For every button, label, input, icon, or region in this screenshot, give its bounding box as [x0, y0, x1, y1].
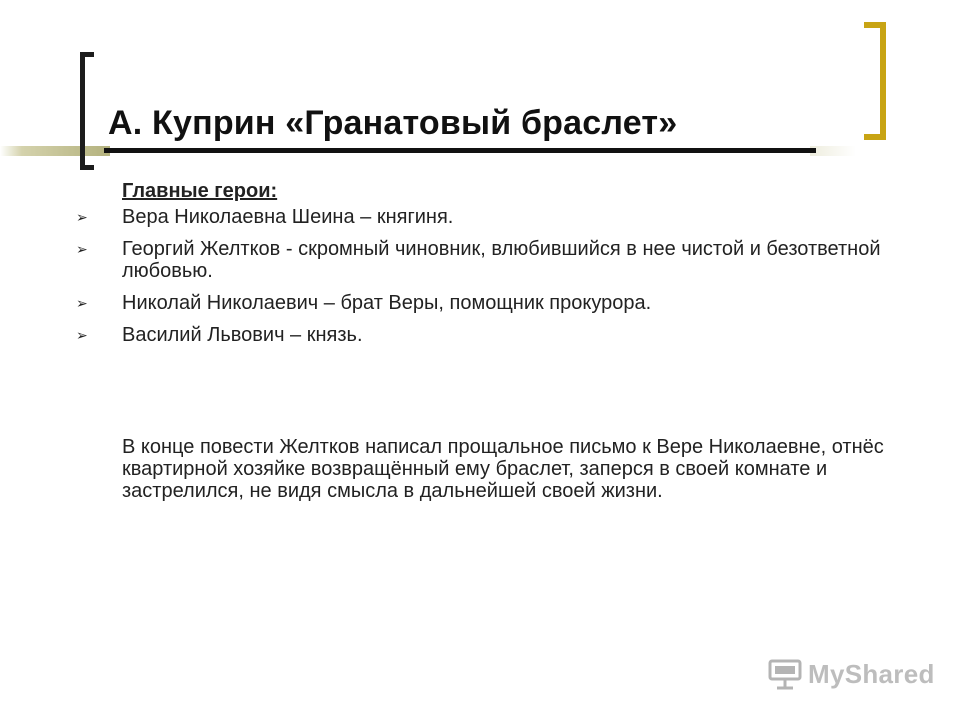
presentation-board-icon	[768, 658, 802, 690]
watermark-text: MyShared	[808, 658, 935, 689]
arrowhead-bullet-icon: ➢	[76, 295, 88, 311]
title-underline	[104, 148, 816, 153]
list-item	[76, 206, 916, 228]
list-item	[76, 292, 916, 314]
list-item	[76, 324, 916, 346]
list-item	[76, 238, 916, 282]
left-bracket-decoration	[80, 52, 94, 170]
arrowhead-bullet-icon: ➢	[76, 209, 88, 225]
arrowhead-bullet-icon: ➢	[76, 241, 88, 257]
summary-paragraph: В конце повести Желтков написал прощальное письмо к Вере Николаевне, отнёс квартирной хозяйке возвращённый ему браслет, заперся в своей комнате и застрелился, не видя смысла в дальнейшей своей жизни.	[122, 436, 884, 502]
characters-list	[76, 206, 916, 356]
slide-title: А. Куприн «Гранатовый браслет»	[108, 104, 678, 142]
arrowhead-bullet-icon: ➢	[76, 327, 88, 343]
right-bracket-decoration	[864, 22, 886, 140]
watermark-logo	[768, 656, 935, 692]
list-item-text: Вера Николаевна Шеина – княгиня.	[122, 206, 454, 228]
characters-heading: Главные герои:	[122, 180, 278, 202]
decorative-line-right	[810, 146, 856, 156]
list-item-text: Георгий Желтков - скромный чиновник, влюбившийся в нее чистой и безответной любовью.	[122, 238, 881, 282]
list-item-text: Николай Николаевич – брат Веры, помощник прокурора.	[122, 292, 652, 314]
list-item-text: Василий Львович – князь.	[122, 324, 363, 346]
